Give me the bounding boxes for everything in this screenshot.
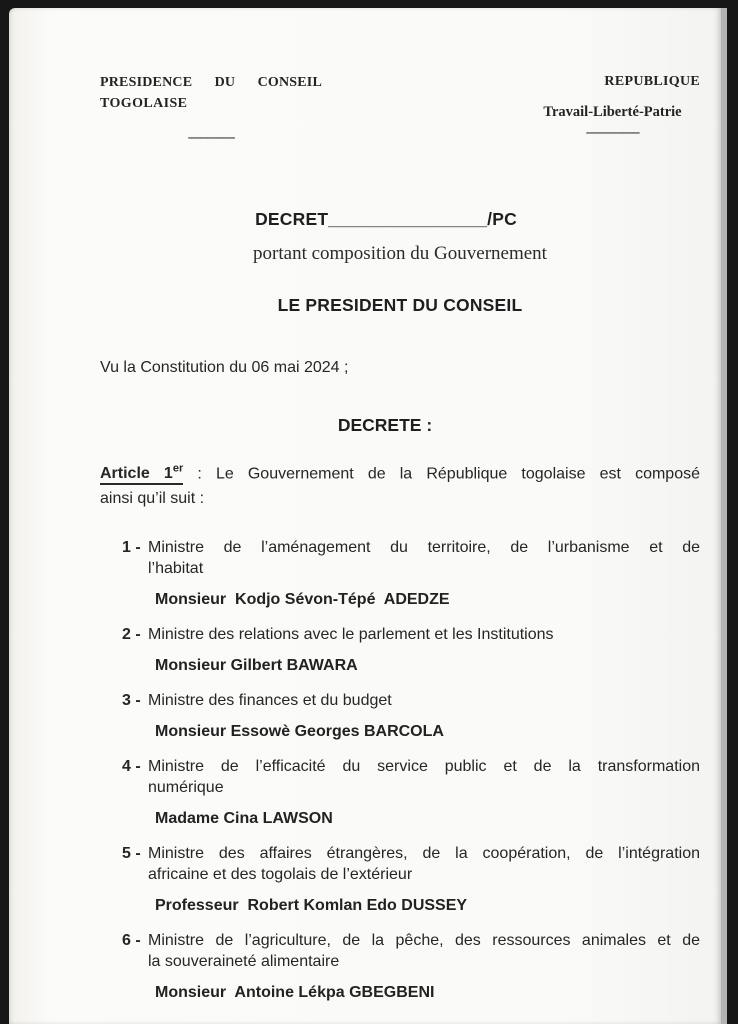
left-divider-dashes: --------------: [187, 129, 235, 144]
decree-word: DECRET: [255, 209, 329, 229]
minister-title: Ministre des affaires étrangères, de la coopération, de l’intégration africaine et des togolais de l’extérieur: [148, 845, 700, 884]
enactment-word: DECRETE :: [337, 415, 433, 435]
decree-subject: portant composition du Gouvernement: [253, 243, 547, 264]
letterhead: [100, 72, 700, 145]
minister-number: 1 -: [122, 539, 141, 557]
minister-number: 6 -: [122, 932, 141, 950]
article-1-label: Article 1er: [100, 465, 183, 485]
minister-title: Ministre de l’aménagement du territoire, de l’urbanisme et de l’habitat: [148, 539, 700, 578]
letterhead-left: [100, 72, 322, 145]
minister-item: [122, 756, 700, 829]
minister-item: [122, 537, 700, 610]
right-divider-dashes: ----------------: [585, 124, 640, 139]
decree-number-suffix: /PC: [487, 209, 517, 229]
minister-item: [122, 624, 700, 676]
ministers-list: [122, 537, 700, 1003]
minister-item: [122, 843, 700, 916]
decree-number-line: [86, 207, 686, 231]
decree-number-blank: ________________: [328, 209, 488, 229]
minister-number: 4 -: [122, 758, 141, 776]
article-1-paragraph: [100, 457, 700, 511]
presidency-title-line2: TOGOLAISE: [100, 96, 188, 111]
minister-name: Monsieur Kodjo Sévon-Tépé ADEDZE: [155, 591, 450, 609]
minister-number: 5 -: [122, 845, 141, 863]
minister-item: [122, 690, 700, 742]
minister-name: Madame Cina LAWSON: [155, 810, 333, 828]
minister-title: Ministre des relations avec le parlement et les Institutions: [148, 626, 554, 644]
national-motto: Travail-Liberté-Patrie: [543, 104, 682, 120]
minister-item: [122, 930, 700, 1003]
article-1-line1: [100, 457, 700, 486]
minister-number: 3 -: [122, 692, 141, 710]
visa-line: Vu la Constitution du 06 mai 2024 ;: [100, 359, 349, 376]
minister-name: Professeur Robert Komlan Edo DUSSEY: [155, 897, 468, 915]
minister-name: Monsieur Gilbert BAWARA: [155, 657, 358, 675]
minister-name: Monsieur Antoine Lékpa GBEGBENI: [155, 984, 435, 1002]
article-1-line2: ainsi qu’il suit :: [100, 490, 205, 508]
document-page: [9, 8, 727, 1024]
minister-name: Monsieur Essowè Georges BARCOLA: [155, 723, 444, 741]
minister-number: 2 -: [122, 626, 141, 644]
article-1-text: : Le Gouvernement de la République togolaise est composé: [183, 465, 700, 483]
minister-title: Ministre de l’efficacité du service public et de la transformation numérique: [148, 758, 700, 797]
document-content: [9, 8, 721, 1003]
republic-title: REPUBLIQUE: [604, 74, 700, 89]
minister-title: Ministre des finances et du budget: [148, 692, 392, 710]
letterhead-right: [525, 72, 700, 140]
authority-title: LE PRESIDENT DU CONSEIL: [277, 295, 523, 315]
presidency-title: PRESIDENCE DU CONSEIL: [100, 75, 322, 90]
minister-title: Ministre de l’agriculture, de la pêche, des ressources animales et de la souveraineté alimentaire: [148, 932, 700, 971]
